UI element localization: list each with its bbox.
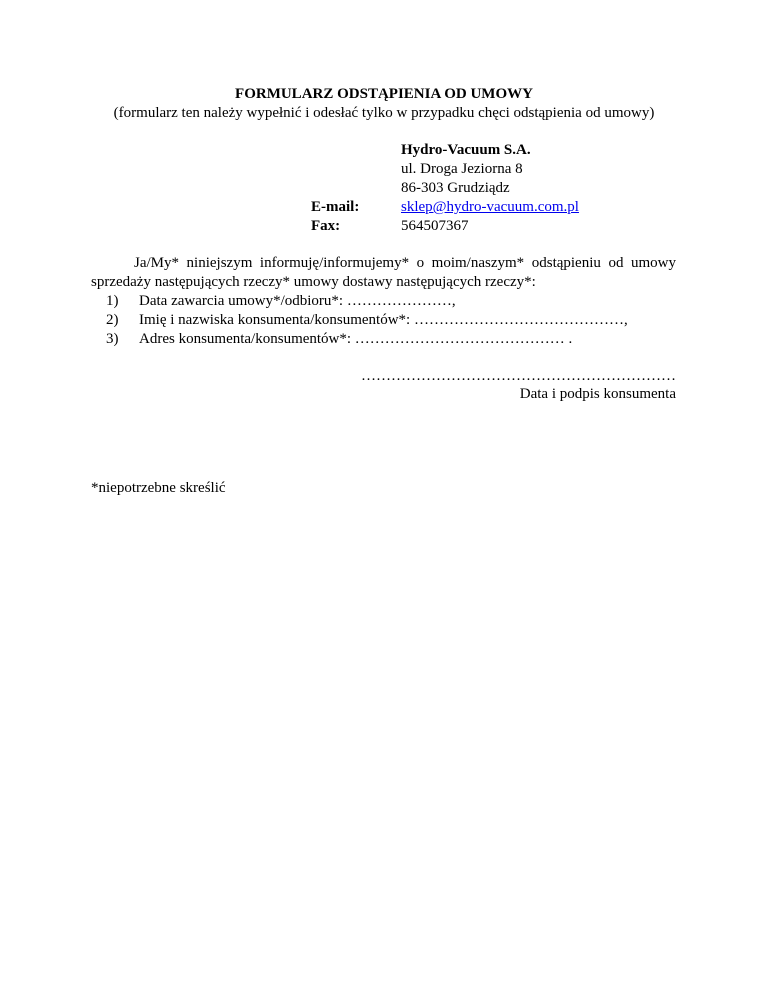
list-item-text: Data zawarcia umowy*/odbioru*: …………………, xyxy=(139,293,456,309)
fax-label: Fax: xyxy=(311,218,341,234)
document-title: FORMULARZ ODSTĄPIENIA OD UMOWY xyxy=(235,86,533,102)
list-item xyxy=(106,311,686,330)
list-item-number: 3) xyxy=(106,331,119,347)
list-item xyxy=(106,330,686,349)
footnote: *niepotrzebne skreślić xyxy=(91,480,226,496)
document-subtitle: (formularz ten należy wypełnić i odesłać tylko w przypadku chęci odstąpienia od umowy) xyxy=(113,105,655,121)
signature-line: ……………………………………………………… xyxy=(361,368,676,384)
signature-caption: Data i podpis konsumenta xyxy=(519,386,676,402)
list-item-number: 2) xyxy=(106,312,119,328)
company-address-block xyxy=(401,141,701,236)
list-item-text: Adres konsumenta/konsumentów*: …………………………………… . xyxy=(139,331,573,347)
company-email-link[interactable]: sklep@hydro-vacuum.com.pl xyxy=(401,199,579,215)
company-name: Hydro-Vacuum S.A. xyxy=(401,142,531,158)
list-item xyxy=(106,292,686,311)
details-list xyxy=(106,292,686,349)
list-item-text: Imię i nazwiska konsumenta/konsumentów*: ……………………………………, xyxy=(139,312,628,328)
contact-labels xyxy=(311,198,391,236)
withdrawal-statement xyxy=(91,254,676,292)
list-item-number: 1) xyxy=(106,293,119,309)
company-city: 86-303 Grudziądz xyxy=(401,180,510,196)
company-street: ul. Droga Jeziorna 8 xyxy=(401,161,523,177)
statement-line-2: sprzedaży następujących rzeczy* umowy dostawy następujących rzeczy*: xyxy=(91,274,536,290)
statement-line-1: Ja/My* niniejszym informuję/informujemy* o moim/naszym* odstąpieniu od umowy xyxy=(134,255,676,271)
company-fax: 564507367 xyxy=(401,218,469,234)
email-label: E-mail: xyxy=(311,199,360,215)
